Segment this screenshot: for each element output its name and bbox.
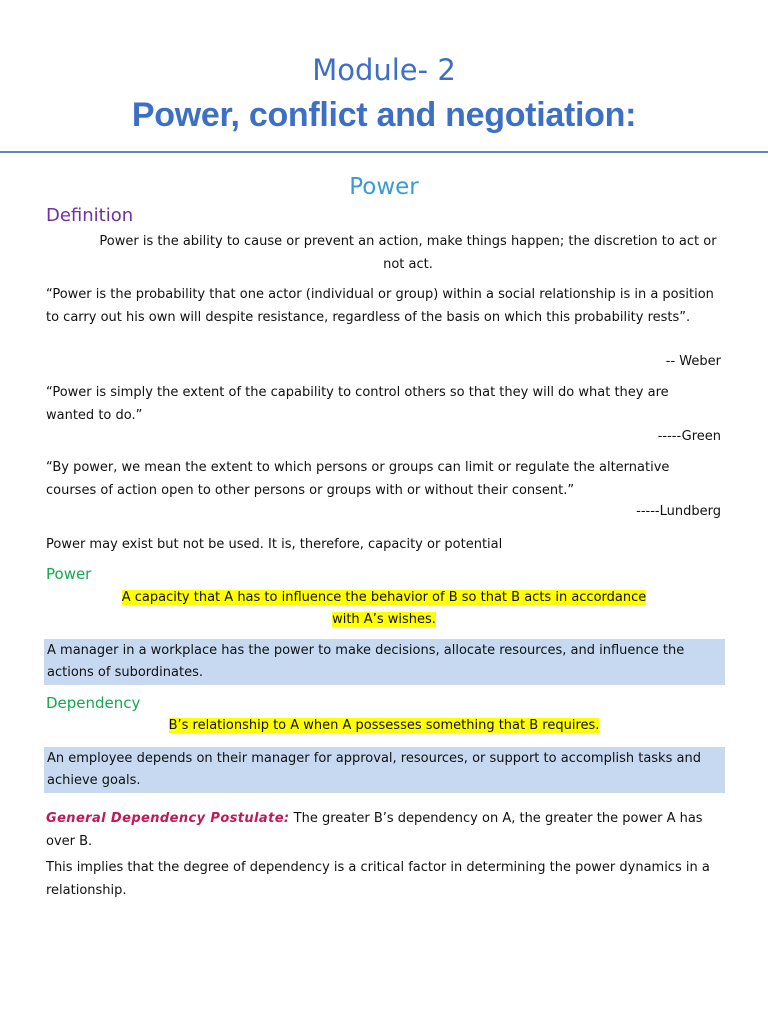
power-note: Power may exist but not be used. It is, therefore, capacity or potential: [46, 537, 503, 552]
quote-weber: “Power is the probability that one actor (individual or group) within a social relationship is in a position to carry out his own will despite resistance, regardless of the basis on which this probability rests”.: [46, 287, 714, 325]
definition-heading: Definition: [46, 205, 134, 226]
document-title: Power, conflict and negotiation:: [131, 96, 637, 134]
dependency-definition: [0, 715, 768, 737]
power-definition: [0, 587, 768, 631]
module-label: Module- 2: [312, 53, 456, 87]
quote-lundberg: “By power, we mean the extent to which persons or groups can limit or regulate the alternative courses of action open to other persons or groups with or without their consent.”: [46, 460, 670, 498]
postulate-text: The greater B’s dependency on A, the greater the power A has over B.: [46, 811, 703, 849]
power-definition-line2: with A’s wishes.: [332, 612, 436, 627]
dependency-postulate: [46, 808, 722, 853]
section-title: Power: [349, 174, 419, 200]
dependency-definition-text: B’s relationship to A when A possesses something that B requires.: [168, 718, 600, 733]
power-example-box: A manager in a workplace has the power to make decisions, allocate resources, and influence the actions of subordinates.: [44, 639, 725, 685]
dependency-example-box: An employee depends on their manager for approval, resources, or support to accomplish tasks and achieve goals.: [44, 747, 725, 793]
quote-weber-author: -- Weber: [665, 354, 721, 369]
power-definition-line1: A capacity that A has to influence the behavior of B so that B acts in accordance: [121, 590, 647, 605]
postulate-label: General Dependency Postulate:: [46, 811, 290, 826]
quote-green: “Power is simply the extent of the capability to control others so that they will do what they are wanted to do.”: [46, 385, 669, 423]
dependency-heading: Dependency: [46, 694, 141, 712]
postulate-implication: This implies that the degree of dependency is a critical factor in determining the power dynamics in a relationship.: [46, 860, 710, 898]
definition-text: Power is the ability to cause or prevent an action, make things happen; the discretion to act or not act.: [99, 234, 717, 272]
power-heading: Power: [46, 565, 92, 583]
quote-lundberg-author: -----Lundberg: [636, 504, 721, 519]
title-divider: [0, 151, 768, 153]
quote-green-author: -----Green: [657, 429, 721, 444]
